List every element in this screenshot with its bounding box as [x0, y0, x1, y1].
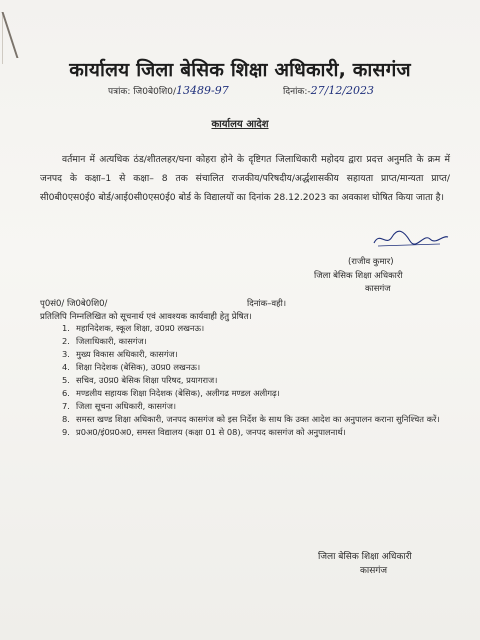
- list-item: 6. मण्डलीय सहायक शिक्षा निदेशक (बेसिक), अलीगढ मण्डल अलीगढ़।: [62, 388, 280, 398]
- list-item: 2. जिलाधिकारी, कासगंज।: [62, 336, 147, 346]
- reference-number: [108, 84, 229, 97]
- list-item: 3. मुख्य विकास अधिकारी, कासगंज।: [62, 349, 178, 359]
- copy-date: दिनांक–वही।: [247, 299, 287, 309]
- date-label: दिनांक:-: [283, 87, 311, 97]
- list-item: 1. महानिदेशक, स्कूल शिक्षा, उ0प्र0 लखनऊ।: [62, 323, 205, 333]
- list-item: 9. प्र0अ0/इं0प्र0अ0, समस्त विद्यालय (कक्षा 01 से 08), जनपद कासगंज को अनुपालनार्थ।: [62, 427, 346, 437]
- distribution-list: [62, 322, 452, 439]
- office-title: कार्यालय जिला बेसिक शिक्षा अधिकारी, कासगंज: [69, 59, 411, 81]
- signatory-name: (राजीव कुमार): [348, 257, 394, 267]
- final-signatory-place: कासगंज: [360, 566, 388, 576]
- list-item: 5. सचिव, उ0प्र0 बेसिक शिक्षा परिषद, प्रयागराज।: [62, 375, 218, 385]
- order-body: वर्तमान में अत्यधिक ठंड/शीतलहर/घना कोहरा होने के दृष्टिगत जिलाधिकारी महोदय द्वारा प्रदत्त अनुमति के क्रम में जनपद के कक्षा–1 से कक्षा– 8 तक संचालित राजकीय/परिषदीय/अर्द्धशासकीय सहायता प्राप्त/मान्यता प्राप्त/सी0बी0एस0ई0 बोर्ड/आई0सी0एस0ई0 बोर्ड के विद्यालयों का दिनांक 28.12.2023 का अवकाश घोषित किया जाता है।: [40, 154, 450, 203]
- list-item: 7. जिला सूचना अधिकारी, कासगंज।: [62, 401, 177, 411]
- handwritten-signature: [370, 227, 450, 249]
- signatory-designation: जिला बेसिक शिक्षा अधिकारी: [314, 271, 403, 281]
- final-signatory-designation: जिला बेसिक शिक्षा अधिकारी: [318, 552, 412, 562]
- signatory-place: कासगंज: [365, 284, 391, 294]
- date-value: 27/12/2023: [310, 84, 375, 97]
- list-item: 4. शिक्षा निदेशक (बेसिक), उ0प्र0 लखनऊ।: [62, 362, 201, 372]
- copy-intro: प्रतिलिपि निम्नलिखित को सूचनार्थ एवं आवश्यक कार्यवाही हेतु प्रेषित।: [40, 312, 252, 322]
- reference-label: पत्रांक: जि0बे0शि0/: [108, 87, 177, 97]
- copy-reference: पृ0सं0/ जि0बे0शि0/: [40, 299, 108, 309]
- issue-date: [283, 84, 374, 97]
- order-title: कार्यालय आदेश: [211, 119, 269, 130]
- list-item: 8. समस्त खण्ड शिक्षा अधिकारी, जनपद कासगंज को इस निर्देश के साथ कि उक्त आदेश का अनुपालन कराना सुनिश्चित करें।: [62, 414, 440, 424]
- reference-value: 13489-97: [176, 84, 229, 97]
